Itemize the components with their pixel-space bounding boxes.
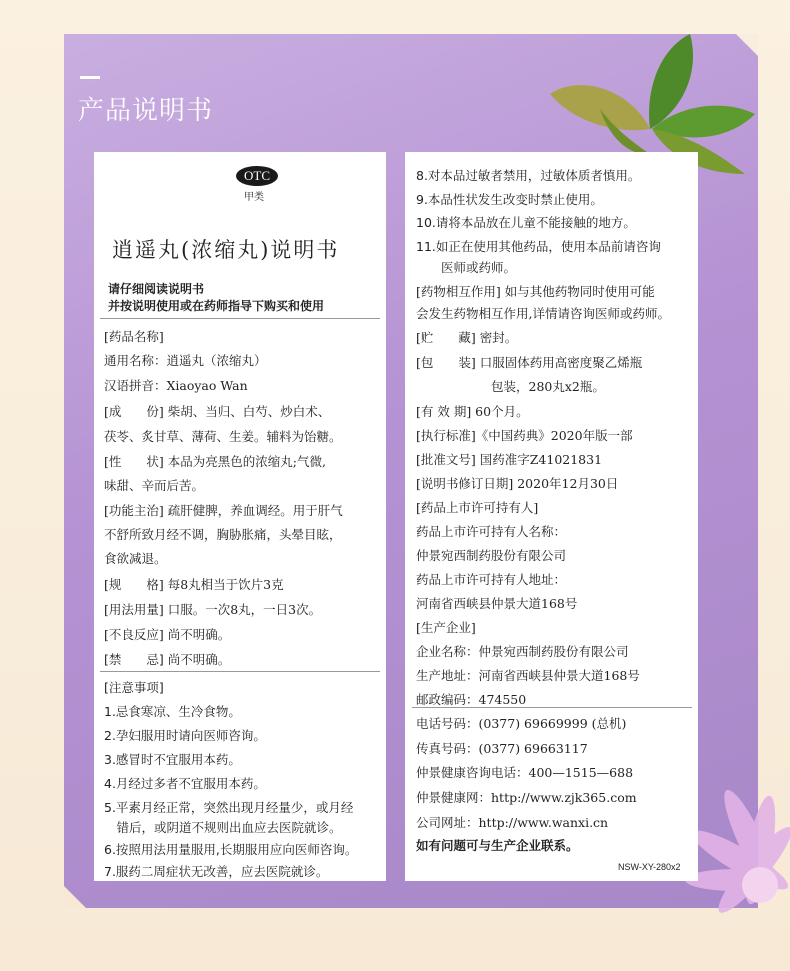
text-line: 医师或药师。 [416, 260, 517, 275]
text-line: 味甜、辛而后苦。 [104, 478, 205, 493]
leaflet-code: NSW-XY-280x2 [618, 862, 681, 872]
otc-class: 甲类 [244, 192, 264, 203]
text-line: 仲景健康网：http://www.zjk365.com [416, 790, 637, 805]
divider [100, 318, 380, 319]
text-line: 6.按照用法用量服用,长期服用应向医师咨询。 [104, 842, 358, 857]
text-line: 食欲减退。 [104, 551, 167, 566]
text-line: 企业名称：仲景宛西制药股份有限公司 [416, 644, 629, 659]
text-line: 7.服药二周症状无改善，应去医院就诊。 [104, 864, 329, 879]
text-line: 不舒所致月经不调，胸胁胀痛，头晕目眩， [104, 527, 342, 542]
text-line: [药品上市许可持有人] [416, 500, 539, 515]
text-line: [功能主治] 疏肝健脾，养血调经。用于肝气 [104, 503, 343, 518]
warning-line: 并按说明使用或在药师指导下购买和使用 [108, 299, 325, 313]
text-line: 错后，或阴道不规则出血应去医院就诊。 [104, 820, 342, 835]
text-line: 汉语拼音：Xiaoyao Wan [104, 378, 248, 393]
corner-cut-bottom-left [64, 886, 86, 908]
text-line: [不良反应] 尚不明确。 [104, 627, 231, 642]
otc-badge: OTC [236, 166, 278, 186]
text-line: 5.平素月经正常，突然出现月经量少，或月经 [104, 800, 354, 815]
title-dash [80, 76, 100, 79]
text-line: [成 份] 柴胡、当归、白芍、炒白术、 [104, 404, 331, 419]
text-line: 传真号码：(0377) 69663117 [416, 741, 588, 756]
text-line: [禁 忌] 尚不明确。 [104, 652, 231, 667]
text-line: 8.对本品过敏者禁用，过敏体质者慎用。 [416, 168, 641, 183]
text-line: 公司网址：http://www.wanxi.cn [416, 815, 609, 830]
document-title: 逍遥丸(浓缩丸)说明书 [112, 238, 340, 262]
text-line: [规 格] 每8丸相当于饮片3克 [104, 577, 284, 592]
text-line: [药品名称] [104, 329, 164, 344]
text-line: [注意事项] [104, 680, 164, 695]
text-line: [说明书修订日期] 2020年12月30日 [416, 476, 619, 491]
text-line: 10.请将本品放在儿童不能接触的地方。 [416, 215, 636, 230]
text-line: 9.本品性状发生改变时禁止使用。 [416, 192, 603, 207]
text-line: [包 装] 口服固体药用高密度聚乙烯瓶 [416, 355, 643, 370]
text-line: 茯苓、炙甘草、薄荷、生姜。辅料为饴糖。 [104, 429, 342, 444]
text-line: 2.孕妇服用时请向医师咨询。 [104, 728, 266, 743]
text-line: [生产企业] [416, 620, 476, 635]
section-title: 产品说明书 [78, 96, 214, 126]
divider [412, 707, 692, 708]
text-line: [用法用量] 口服。一次8丸，一日3次。 [104, 602, 322, 617]
text-line: [性 状] 本品为亮黑色的浓缩丸;气微, [104, 454, 326, 469]
contact-note: 如有问题可与生产企业联系。 [416, 838, 579, 853]
text-line: 仲景宛西制药股份有限公司 [416, 548, 567, 563]
text-line: [执行标准]《中国药典》2020年版一部 [416, 428, 633, 443]
text-line: 11.如正在使用其他药品，使用本品前请咨询 [416, 239, 661, 254]
text-line: 电话号码：(0377) 69669999 (总机) [416, 716, 627, 731]
text-line: 邮政编码：474550 [416, 692, 527, 707]
text-line: 药品上市许可持有人名称： [416, 524, 567, 539]
text-line: 会发生药物相互作用,详情请咨询医师或药师。 [416, 306, 670, 321]
text-line: 3.感冒时不宜服用本药。 [104, 752, 241, 767]
text-line: [批准文号] 国药准字Z41021831 [416, 452, 603, 467]
text-line: 包装，280丸x2瓶。 [416, 379, 605, 394]
text-line: [有 效 期] 60个月。 [416, 404, 529, 419]
text-line: 药品上市许可持有人地址： [416, 572, 567, 587]
text-line: 河南省西峡县仲景大道168号 [416, 596, 578, 611]
text-line: 通用名称：逍遥丸（浓缩丸） [104, 353, 267, 368]
text-line: 4.月经过多者不宜服用本药。 [104, 776, 266, 791]
text-line: 1.忌食寒凉、生冷食物。 [104, 704, 241, 719]
text-line: [药物相互作用] 如与其他药物同时使用可能 [416, 284, 655, 299]
text-line: 仲景健康咨询电话：400—1515—688 [416, 765, 634, 780]
text-line: [贮 藏] 密封。 [416, 330, 518, 345]
divider [100, 671, 380, 672]
text-line: 生产地址：河南省西峡县仲景大道168号 [416, 668, 640, 683]
warning-line: 请仔细阅读说明书 [108, 282, 205, 296]
